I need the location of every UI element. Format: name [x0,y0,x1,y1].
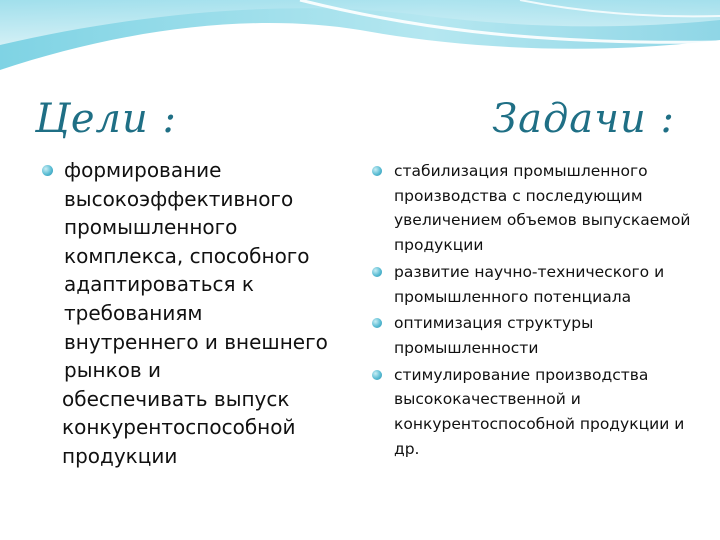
tasks-list-item [372,363,692,462]
tasks-list [372,159,692,463]
tasks-item-text: развитие научно-технического и промышленного потенциала [394,262,665,306]
tasks-heading: Задачи : [492,96,675,142]
tasks-list-item [372,260,692,309]
goals-item-text: формирование высокоэффективного промышленного комплекса, способного адаптироваться к требованиям внутреннего и внешнего рынков и [64,158,328,383]
goals-list [42,156,342,471]
circle-bullet-icon [42,165,53,176]
tasks-item-text: оптимизация структуры промышленности [394,314,594,357]
tasks-item-text: стабилизация промышленного производства с последующим увеличением объемов выпускаемой продукции [394,162,691,255]
circle-bullet-icon [372,166,382,176]
tasks-item-text: стимулирование производства высококачественной и конкурентоспособной продукции и др. [394,365,685,458]
circle-bullet-icon [372,370,382,380]
goals-item-continuation: обеспечивать выпуск конкурентоспособной продукции [62,386,296,468]
goals-heading: Цели : [35,96,177,142]
circle-bullet-icon [372,318,382,328]
tasks-list-item [372,159,692,258]
header-wave-banner [0,0,720,90]
tasks-list-item [372,311,692,360]
goals-list-item [42,156,342,471]
circle-bullet-icon [372,267,382,277]
